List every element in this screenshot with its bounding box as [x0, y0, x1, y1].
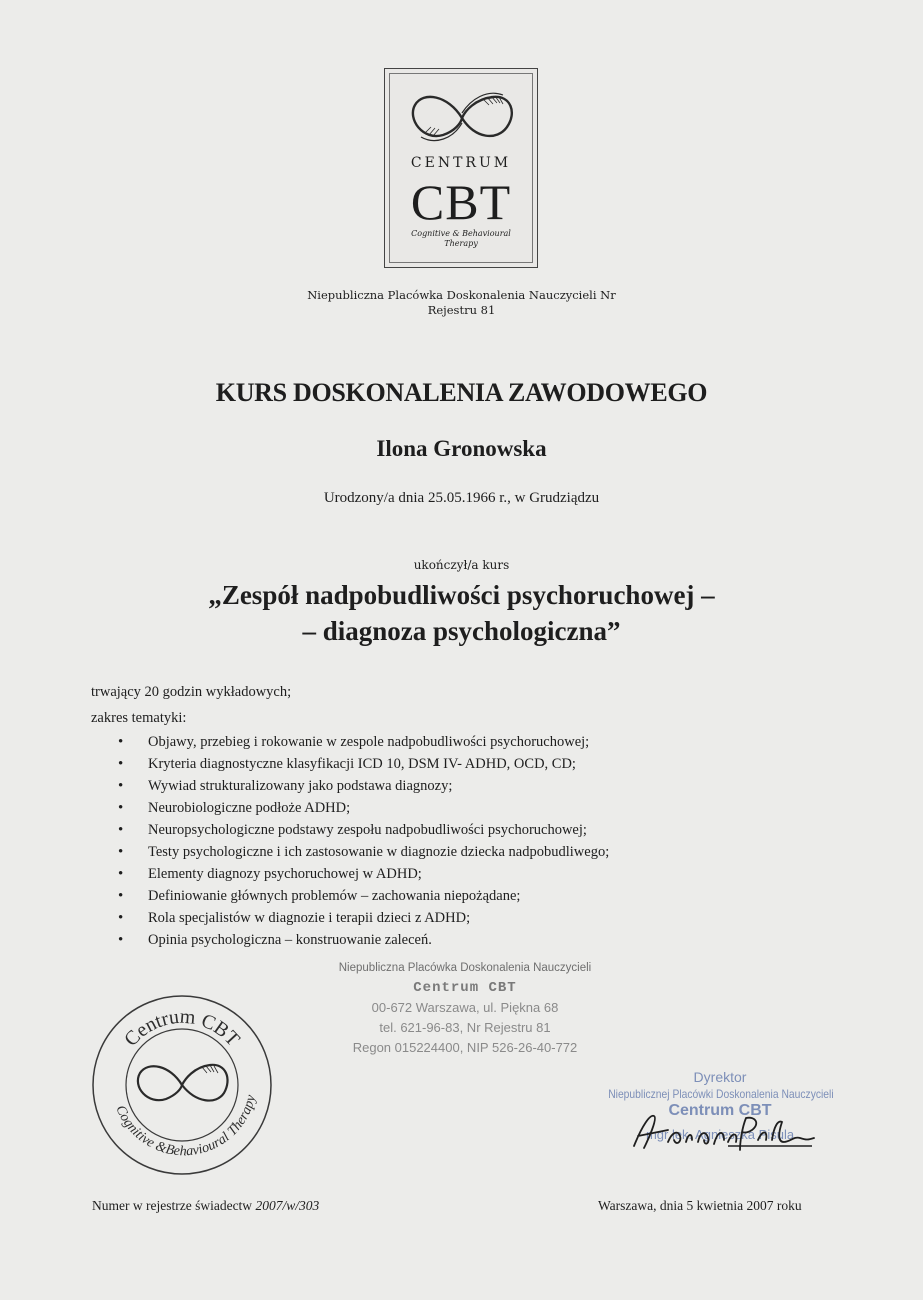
- cbt-logo: [384, 68, 538, 268]
- institution-line2: Rejestru 81: [427, 303, 496, 317]
- list-item: • Rola specjalistów w diagnozie i terapii dzieci z ADHD;: [118, 907, 609, 929]
- birth-info: Urodzony/a dnia 25.05.1966 r., w Grudziądzu: [323, 490, 600, 506]
- seal-bottom-text: Cognitive &Behavioural Therapy: [112, 1093, 260, 1160]
- stamp-line4: tel. 621-96-83, Nr Rejestru 81: [379, 1020, 551, 1035]
- director-institution: Niepublicznej Placówki Doskonalenia Nauczycieli: [608, 1087, 834, 1101]
- logo-centrum-text: CENTRUM: [410, 155, 512, 171]
- institution-name: [0, 288, 923, 318]
- logo-cbt-text: CBT: [410, 174, 512, 230]
- institution-stamp: [330, 958, 600, 1058]
- logo-subtitle: [385, 229, 537, 249]
- seal-infinity-icon: [138, 1065, 228, 1101]
- stamp-line3: 00-672 Warszawa, ul. Piękna 68: [371, 1000, 559, 1015]
- logo-subtitle-line1: Cognitive & Behavioural: [411, 229, 511, 238]
- list-item: • Neuropsychologiczne podstawy zespołu nadpobudliwości psychoruchowej;: [118, 819, 609, 841]
- director-name: mgr lek. Agnieszka Pisula: [645, 1127, 795, 1142]
- course-duration: trwający 20 godzin wykładowych;: [91, 684, 292, 700]
- certificate-title: KURS DOSKONALENIA ZAWODOWEGO: [215, 378, 708, 407]
- round-seal: [90, 993, 274, 1177]
- topics-list: [118, 731, 609, 951]
- stamp-line5: Regon 015224400, NIP 526-26-40-772: [352, 1040, 578, 1055]
- institution-line1: Niepubliczna Placówka Doskonalenia Nauczycieli Nr: [307, 288, 616, 302]
- stamp-line1: Niepubliczna Placówka Doskonalenia Nauczycieli: [338, 962, 592, 974]
- list-item: • Wywiad strukturalizowany jako podstawa diagnozy;: [118, 775, 609, 797]
- list-item: • Opinia psychologiczna – konstruowanie zaleceń.: [118, 929, 609, 951]
- director-centre: Centrum CBT: [668, 1102, 772, 1119]
- place-and-date: Warszawa, dnia 5 kwietnia 2007 roku: [598, 1198, 802, 1213]
- infinity-logo-icon: [403, 83, 521, 153]
- list-item: • Objawy, przebieg i rokowanie w zespole nadpobudliwości psychoruchowej;: [118, 731, 609, 753]
- register-label: Numer w rejestrze świadectw: [92, 1198, 253, 1213]
- course-title-line1: „Zespół nadpobudliwości psychoruchowej –: [208, 580, 715, 610]
- completed-label: ukończył/a kurs: [413, 558, 510, 572]
- logo-subtitle-line2: Therapy: [444, 239, 478, 248]
- list-item: • Elementy diagnozy psychoruchowej w ADHD;: [118, 863, 609, 885]
- scope-label: zakres tematyki:: [91, 710, 187, 726]
- list-item: • Neurobiologiczne podłoże ADHD;: [118, 797, 609, 819]
- person-name: Ilona Gronowska: [376, 436, 547, 461]
- register-number: 2007/w/303: [255, 1198, 320, 1213]
- stamp-line2: Centrum CBT: [413, 980, 517, 996]
- course-title-line2: – diagnoza psychologiczna”: [302, 616, 621, 646]
- list-item: • Testy psychologiczne i ich zastosowanie w diagnozie dziecka nadpobudliwego;: [118, 841, 609, 863]
- course-title: [0, 577, 923, 649]
- director-title: Dyrektor: [693, 1069, 747, 1085]
- certificate-register: [92, 1198, 319, 1214]
- handwritten-signature: [628, 1106, 818, 1156]
- list-item: • Kryteria diagnostyczne klasyfikacji ICD 10, DSM IV- ADHD, OCD, CD;: [118, 753, 609, 775]
- list-item: • Definiowanie głównych problemów – zachowania niepożądane;: [118, 885, 609, 907]
- seal-top-text: Centrum CBT: [120, 1005, 245, 1051]
